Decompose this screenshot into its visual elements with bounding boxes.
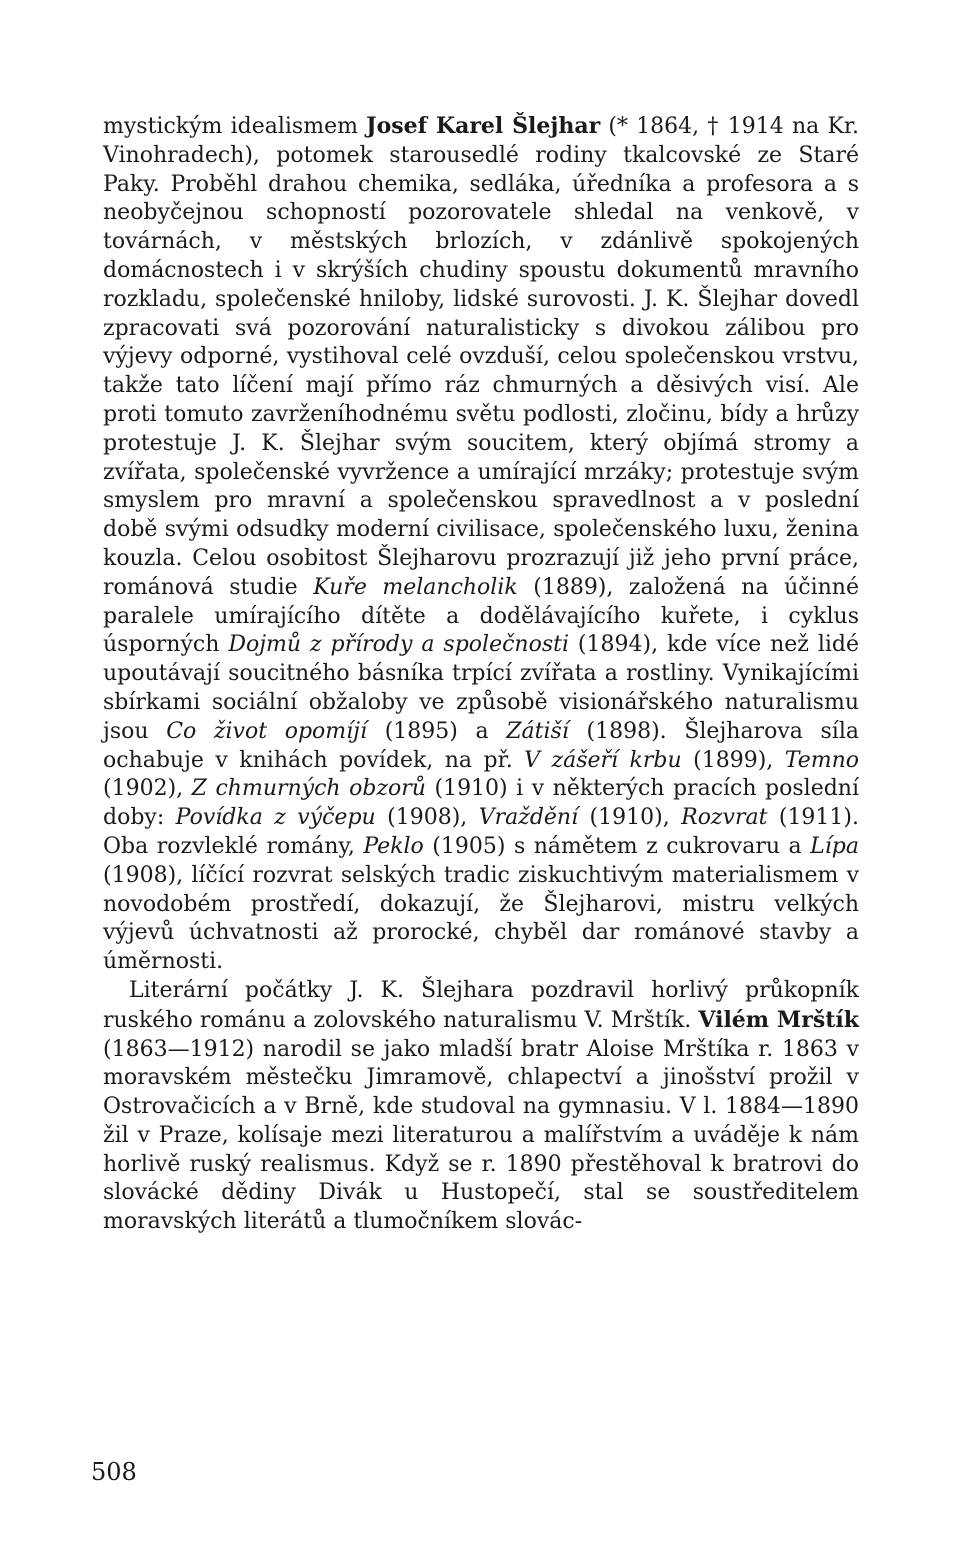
text-run: (1905) s námětem z cukrovaru a	[423, 833, 811, 859]
text-run: (1889), založená na účinné paralele umírajícího dítěte a dodělávajícího kuřete, i cyklus úsporných	[103, 574, 859, 658]
text-run: (1908), líčící rozvrat selských tradic ziskuchtivým materialismem v novodobém prostředí, dokazují, že Šlejharovi, mistru velkých výjevů úchvatnosti až prorocké, chyběl dar románové stavby a úměrnosti.	[103, 862, 859, 975]
italic-title: Lípa	[810, 833, 859, 859]
italic-title: Rozvrat	[681, 805, 768, 831]
paragraph	[103, 977, 859, 1237]
text-run: (1902),	[103, 776, 192, 802]
italic-title: Z chmurných obzorů	[191, 776, 426, 802]
italic-title: Peklo	[363, 833, 424, 859]
italic-title: Vraždění	[478, 805, 579, 831]
text-run: (1910),	[578, 805, 682, 831]
text-run: Literární počátky J. K. Šlejhara pozdravil horlivý průkopník ruského románu a zolovského naturalismu V. Mrštík.	[103, 977, 859, 1033]
page-number: 508	[91, 1458, 137, 1486]
italic-title: Dojmů z přírody a společnosti	[228, 632, 569, 658]
bold-name: Josef Karel Šlejhar	[366, 113, 601, 139]
bold-name: Vilém Mrštík	[698, 1006, 859, 1033]
body-text	[103, 112, 859, 1237]
text-run: (1894), kde více než lidé upoutávají soucitného básníka trpící zvířata a rostliny. Vynikajícími sbírkami sociální obžaloby ve způsobě visionářského naturalismu jsou	[103, 632, 860, 744]
text-run: (1908),	[375, 805, 479, 831]
text-run: (1863—1912) narodil se jako mladší bratr Aloise Mrštíka r. 1863 v moravském městečku Jimramově, chlapectví a jinošství prožil v Ostrovačicích a v Brně, kde studoval na gymnasiu. V l. 1884—1890 žil v Praze, kolísaje mezi literaturou a malířstvím a uváděje k nám horlivě ruský realismus. Když se r. 1890 přestěhoval k bratrovi do slovácké dědiny Divák u Hustopečí, stal se soustředitelem moravských literátů a tlumočníkem slovác-	[103, 1036, 859, 1235]
italic-title: Kuře melancholik	[313, 574, 518, 600]
text-run: (1910) i v některých pracích poslední doby:	[103, 776, 860, 831]
text-run: (1911). Oba rozvleklé romány,	[103, 805, 860, 859]
paragraph	[103, 112, 859, 977]
italic-title: V zášeří krbu	[524, 747, 682, 773]
italic-title: Povídka z výčepu	[175, 805, 376, 831]
text-run: (* 1864, † 1914 na Kr. Vinohradech), potomek starousedlé rodiny tkalcovské ze Staré Paky. Proběhl drahou chemika, sedláka, úředníka a profesora a s neobyčejnou schopností pozorovatele shledal na venkově, v továrnách, v městských brlozích, v zdánlivě spokojených domácnostech i v skrýších chudiny spoustu dokumentů mravního rozkladu, společenské hniloby, lidské surovosti. J. K. Šlejhar dovedl zpracovati svá pozorování naturalisticky s divokou zálibou pro výjevy odporné, vystihoval celé ovzduší, celou společenskou vrstvu, takže tato líčení mají přímo ráz chmurných a děsivých visí. Ale proti tomuto zavrženíhodnému světu podlosti, zločinu, bídy a hrůzy protestuje J. K. Šlejhar svým soucitem, který objímá stromy a zvířata, společenské vyvržence a umírající mrzáky; protestuje svým smyslem pro mravní a společenskou spravedlnost a v poslední době svými odsudky moderní civilisace, společenského luxu, ženina kouzla. Celou osobitost Šlejharovu prozrazují již jeho první práce, románová studie	[103, 114, 859, 600]
italic-title: Temno	[784, 747, 859, 773]
italic-title: Co život opomíjí	[166, 718, 368, 744]
italic-title: Zátiší	[506, 718, 569, 744]
text-run: (1899),	[681, 747, 785, 773]
text-run: mystickým idealismem	[103, 114, 367, 139]
text-run: (1895) a	[367, 718, 507, 744]
text-run: (1898). Šlejharova síla ochabuje v knihách povídek, na př.	[103, 718, 859, 773]
